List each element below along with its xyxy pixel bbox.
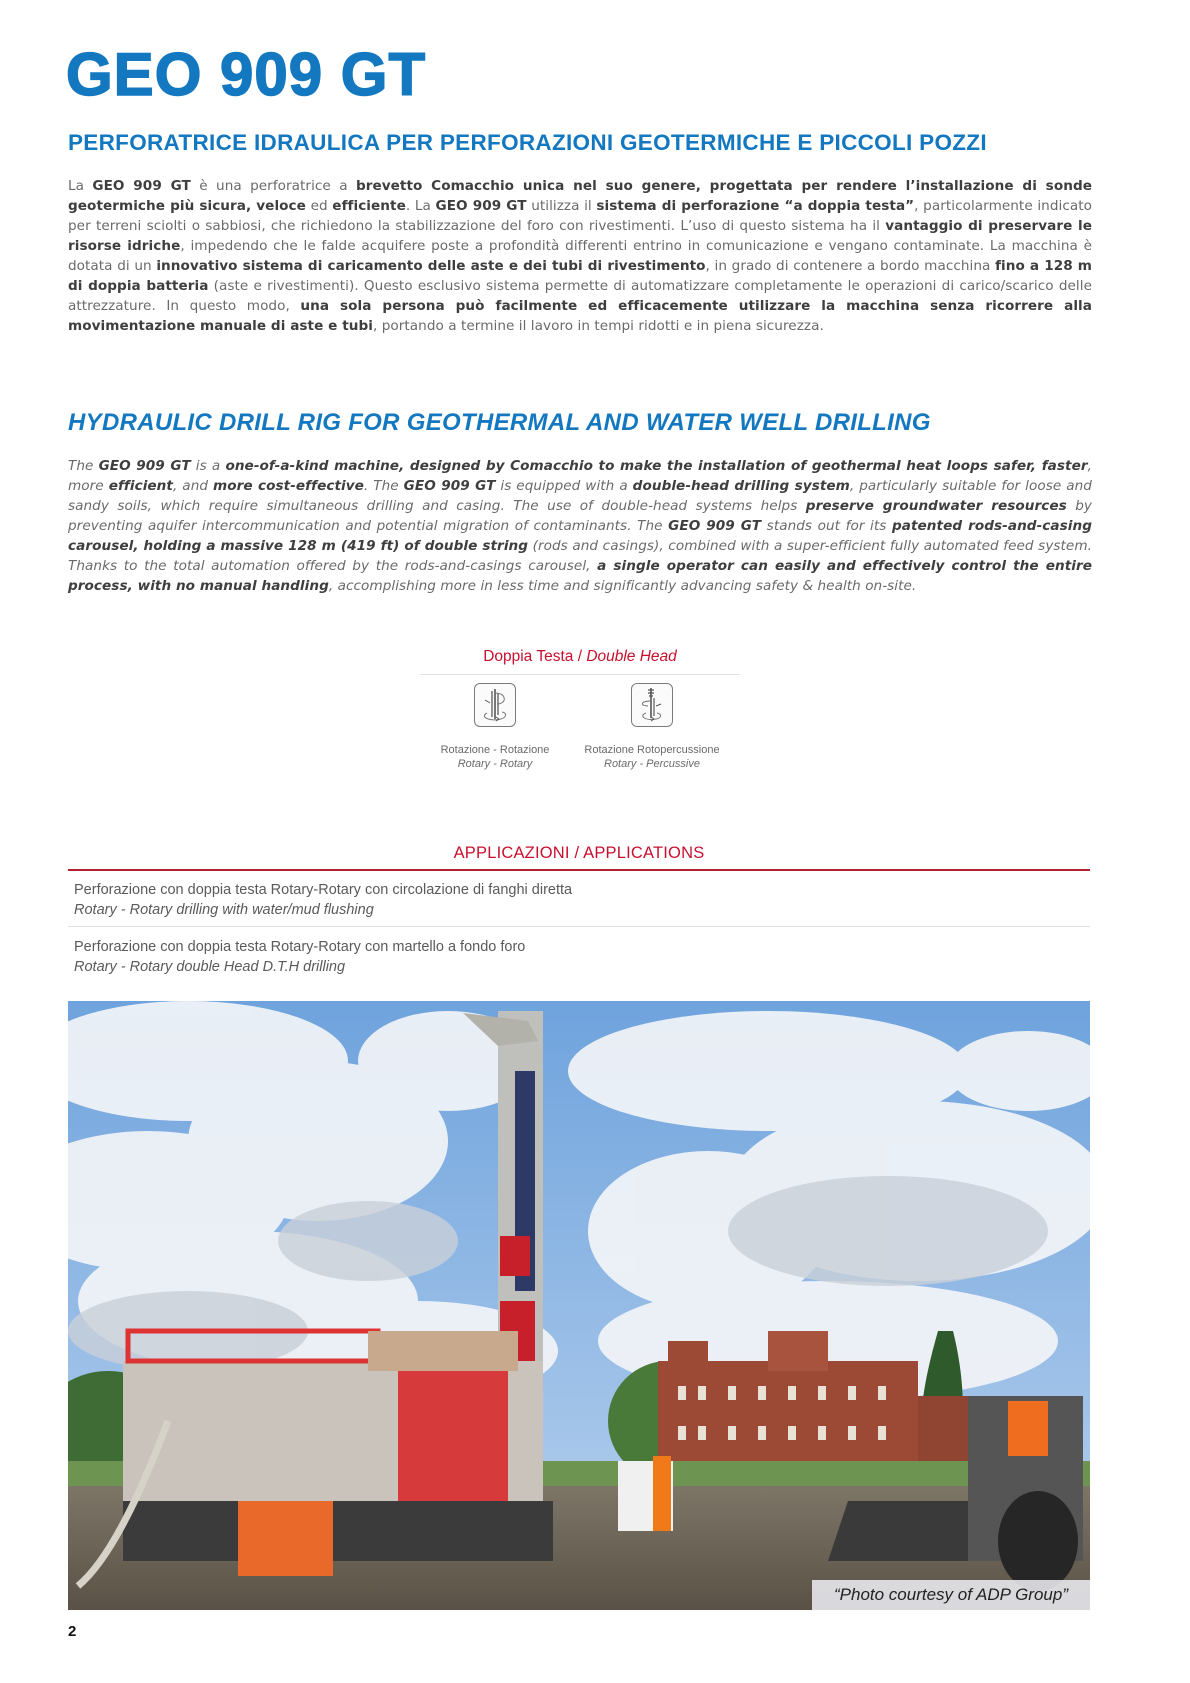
emphasis-text: patented rods-and-casing carousel, holding a massive 128 m (419 ft) of double string	[68, 518, 1092, 554]
page-number: 2	[68, 1623, 77, 1640]
body-text: is a	[190, 458, 226, 474]
product-title: GEO 909 GT	[66, 41, 427, 108]
body-text: , impedendo che le falde acquifere poste a profondità differenti entrino in comunicazione e vengano contaminate. La macchina è dotata di un	[68, 238, 1093, 274]
emphasis-text: GEO 909 GT	[435, 198, 527, 214]
body-text: . La	[405, 198, 436, 214]
emphasis-text: efficient	[108, 478, 173, 494]
emphasis-text: efficiente	[332, 198, 406, 214]
drilling-mode-label-en: Rotary - Percussive	[604, 758, 700, 770]
application-text-en: Rotary - Rotary drilling with water/mud flushing	[74, 902, 374, 918]
application-item	[68, 937, 1090, 983]
body-text: The	[68, 458, 99, 474]
body-text: è una perforatrice a	[190, 178, 356, 194]
body-text: (aste e rivestimenti). Questo esclusivo sistema permette di automatizzare completamente le operazioni di carico/scarico delle attrezzature. In questo modo,	[68, 278, 1092, 314]
body-text: , accomplishing more in less time and significantly advancing safety & health on-site.	[328, 578, 917, 594]
body-text: , particolarmente indicato per terreni sciolti o sabbiosi, che richiedono la stabilizzazione del foro con rivestimenti. L’uso di questo sistema ha il	[68, 198, 1093, 234]
emphasis-text: sistema di perforazione “a doppia testa”	[596, 198, 915, 214]
body-text: utilizza il	[526, 198, 597, 214]
body-text: is equipped with a	[495, 478, 633, 494]
emphasis-text: fino a 128 m di doppia batteria	[68, 258, 1092, 294]
subtitle-italian: PERFORATRICE IDRAULICA PER PERFORAZIONI GEOTERMICHE E PICCOLI POZZI	[68, 130, 987, 155]
applications-title: APPLICAZIONI / APPLICATIONS	[453, 844, 705, 862]
rotary-rotary-icon	[474, 683, 516, 727]
emphasis-text: brevetto Comacchio unica nel suo genere, progettata per rendere l’installazione di sonde geotermiche più sicura, veloce	[68, 178, 1092, 214]
emphasis-text: vantaggio di preservare le risorse idriche	[68, 218, 1092, 254]
body-text: ed	[305, 198, 333, 214]
drilling-mode-label-it: Rotazione Rotopercussione	[584, 744, 720, 756]
body-text: by preventing aquifer intercommunication and potential migration of contaminants. The	[68, 498, 1092, 534]
body-text: stands out for its	[761, 518, 892, 534]
drilling-mode-label-en: Rotary - Rotary	[457, 758, 533, 770]
emphasis-text: more cost-effective	[213, 478, 364, 494]
application-text-it: Perforazione con doppia testa Rotary-Rotary con circolazione di fanghi diretta	[74, 882, 573, 898]
subtitle-english: HYDRAULIC DRILL RIG FOR GEOTHERMAL AND WATER WELL DRILLING	[68, 409, 931, 436]
description-english	[68, 456, 1092, 596]
emphasis-text: GEO 909 GT	[92, 178, 191, 194]
body-text: . The	[363, 478, 404, 494]
emphasis-text: una sola persona può facilmente ed efficacemente utilizzare la macchina senza ricorrere alla movimentazione manuale di aste e tubi	[68, 298, 1092, 334]
emphasis-text: innovativo sistema di caricamento delle aste e dei tubi di rivestimento	[156, 258, 706, 274]
drilling-mode-label-it: Rotazione - Rotazione	[440, 744, 550, 756]
double-head-title-separator: /	[573, 648, 587, 665]
body-text: , and	[172, 478, 214, 494]
application-text-en: Rotary - Rotary double Head D.T.H drilling	[74, 959, 346, 975]
body-text: , in grado di contenere a bordo macchina	[705, 258, 996, 274]
drilling-mode-rotary-percussive	[572, 675, 732, 771]
double-head-section	[420, 646, 740, 785]
body-text: La	[68, 178, 93, 194]
body-text: , portando a termine il lavoro in tempi ridotti e in piena sicurezza.	[372, 318, 824, 334]
double-head-title-en: Double Head	[586, 648, 677, 665]
body-text: (rods and casings), combined with a super-efficient fully automated feed system. Thanks to the total automation offered by the rods-and-casings carousel,	[68, 538, 1093, 574]
emphasis-text: GEO 909 GT	[403, 478, 496, 494]
emphasis-text: double-head drilling system	[632, 478, 850, 494]
rotary-percussive-icon	[631, 683, 673, 727]
applications-divider	[68, 869, 1090, 871]
emphasis-text: preserve groundwater resources	[805, 498, 1067, 514]
double-head-title	[420, 646, 740, 668]
photo-credit: “Photo courtesy of ADP Group”	[812, 1580, 1090, 1610]
emphasis-text: a single operator can easily and effectively control the entire process, with no manual handling	[68, 558, 1092, 594]
application-item	[68, 880, 1090, 927]
body-text: , more	[68, 458, 1092, 494]
drill-rig-photo	[68, 1001, 1090, 1610]
emphasis-text: GEO 909 GT	[98, 458, 191, 474]
description-italian	[68, 176, 1092, 336]
drilling-mode-rotary-rotary	[415, 675, 575, 771]
double-head-title-it: Doppia Testa	[483, 648, 574, 665]
emphasis-text: one-of-a-kind machine, designed by Comacchio to make the installation of geothermal heat loops safer, faster	[225, 458, 1088, 474]
emphasis-text: GEO 909 GT	[668, 518, 762, 534]
body-text: , particularly suitable for loose and sandy soils, which require simultaneous drilling and casing. The use of double-head systems helps	[68, 478, 1092, 514]
application-text-it: Perforazione con doppia testa Rotary-Rotary con martello a fondo foro	[74, 939, 526, 955]
